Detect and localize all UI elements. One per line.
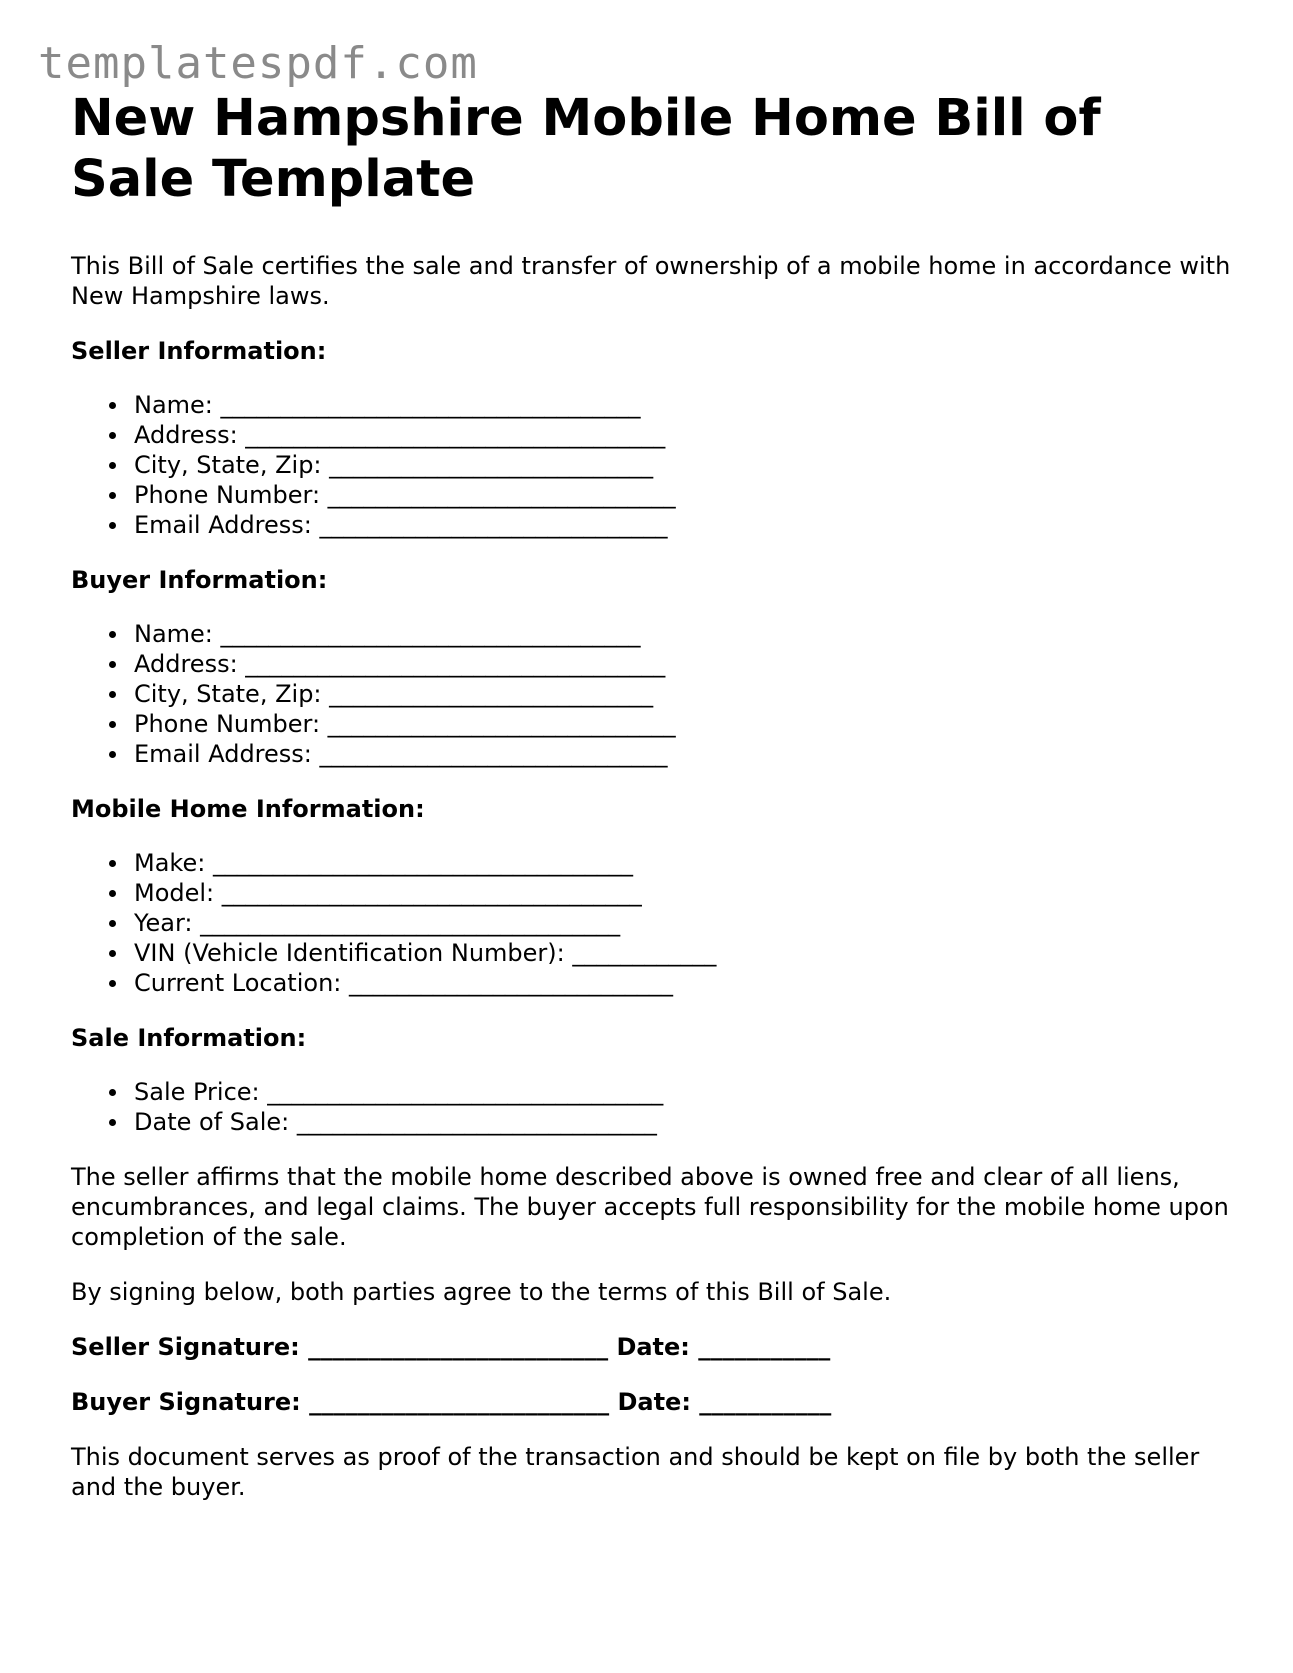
buyer-address-field: Address: ___________________________________: [134, 649, 1231, 679]
buyer-name-field: Name: ___________________________________: [134, 619, 1231, 649]
seller-fields-list: [71, 390, 1231, 540]
seller-city-state-zip-field: City, State, Zip: ___________________________: [134, 450, 1231, 480]
mobile-home-fields-list: [71, 848, 1231, 998]
sale-price-field: Sale Price: _________________________________: [134, 1077, 1231, 1107]
buyer-email-field: Email Address: _____________________________: [134, 739, 1231, 769]
seller-phone-field: Phone Number: _____________________________: [134, 480, 1231, 510]
make-field: Make: ___________________________________: [134, 848, 1231, 878]
watermark-text: templatespdf.com: [38, 38, 478, 89]
current-location-field: Current Location: ___________________________: [134, 968, 1231, 998]
seller-name-field: Name: ___________________________________: [134, 390, 1231, 420]
buyer-information-heading: Buyer Information:: [71, 566, 328, 594]
mobile-home-information-heading: Mobile Home Information:: [71, 795, 425, 823]
buyer-fields-list: [71, 619, 1231, 769]
seller-address-field: Address: ___________________________________: [134, 420, 1231, 450]
vin-field: VIN (Vehicle Identification Number): ____________: [134, 938, 1231, 968]
year-field: Year: ___________________________________: [134, 908, 1231, 938]
document-title: New Hampshire Mobile Home Bill of Sale Template: [71, 89, 1101, 209]
affirmation-paragraph: The seller affirms that the mobile home described above is owned free and clear of all liens, encumbrances, and legal claims. The buyer accepts full responsibility for the mobile home upon completion of the sale.: [71, 1163, 1229, 1251]
seller-email-field: Email Address: _____________________________: [134, 510, 1231, 540]
sale-information-heading: Sale Information:: [71, 1024, 307, 1052]
seller-information-heading: Seller Information:: [71, 337, 327, 365]
intro-paragraph: This Bill of Sale certifies the sale and transfer of ownership of a mobile home in accordance with New Hampshire laws.: [71, 252, 1231, 310]
document-body: [71, 88, 1231, 1502]
buyer-signature-line: Buyer Signature: _________________________ Date: ___________: [71, 1388, 832, 1416]
seller-signature-line: Seller Signature: _________________________ Date: ___________: [71, 1333, 831, 1361]
buyer-phone-field: Phone Number: _____________________________: [134, 709, 1231, 739]
agreement-paragraph: By signing below, both parties agree to the terms of this Bill of Sale.: [71, 1278, 892, 1306]
model-field: Model: ___________________________________: [134, 878, 1231, 908]
footer-paragraph: This document serves as proof of the transaction and should be kept on file by both the seller and the buyer.: [71, 1443, 1200, 1501]
sale-fields-list: [71, 1077, 1231, 1137]
buyer-city-state-zip-field: City, State, Zip: ___________________________: [134, 679, 1231, 709]
date-of-sale-field: Date of Sale: ______________________________: [134, 1107, 1231, 1137]
